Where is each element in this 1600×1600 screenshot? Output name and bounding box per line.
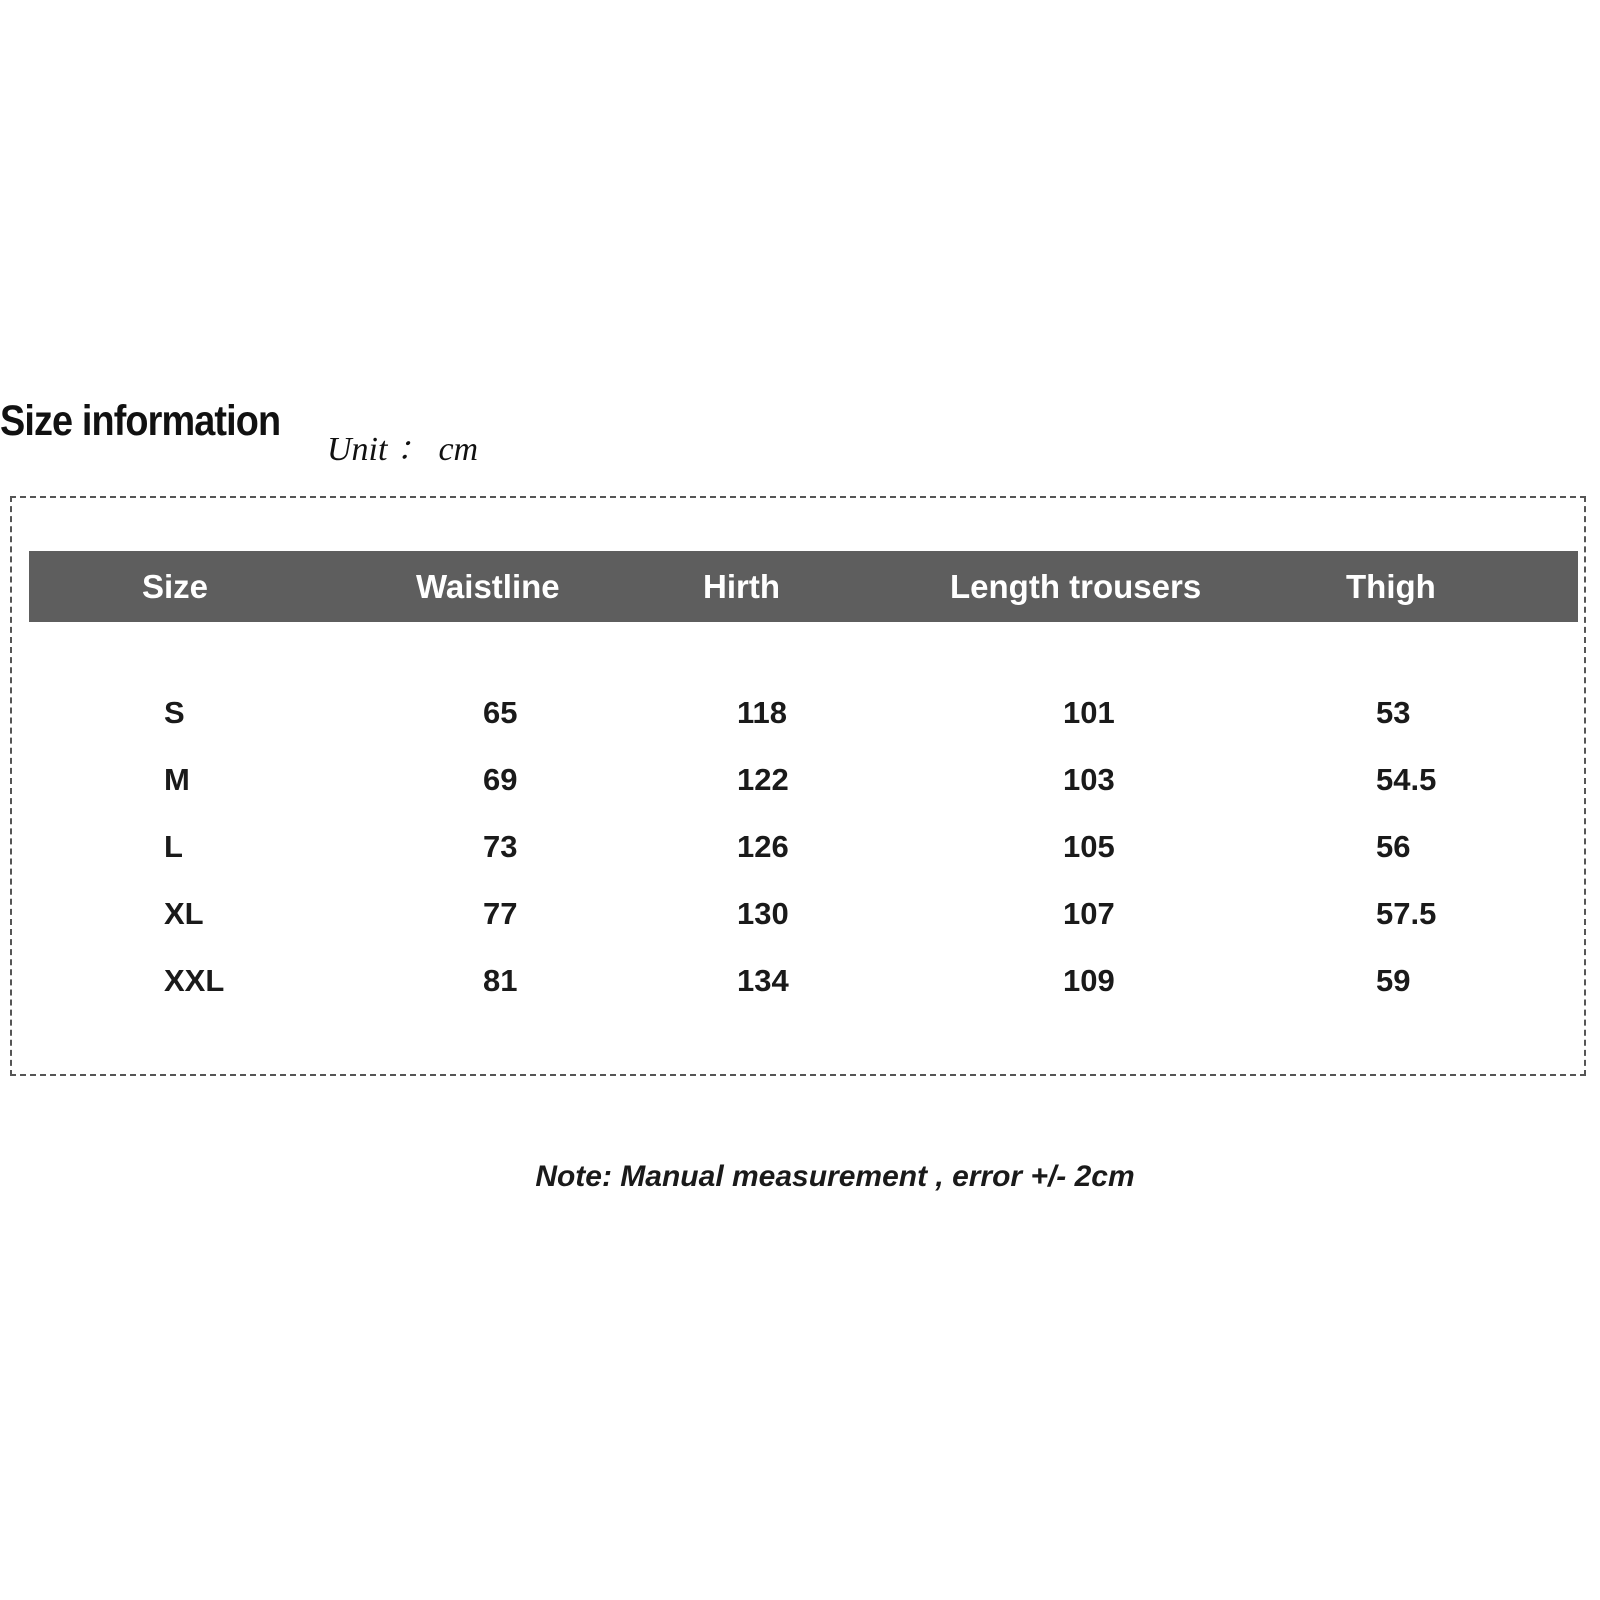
measurement-note: Note: Manual measurement , error +/- 2cm xyxy=(535,1160,1135,1193)
cell-hirth: 122 xyxy=(737,762,789,797)
cell-hirth: 134 xyxy=(737,963,789,998)
cell-thigh: 54.5 xyxy=(1376,762,1437,797)
cell-thigh: 56 xyxy=(1376,829,1411,864)
cell-length-trousers: 101 xyxy=(1063,695,1115,730)
cell-hirth: 130 xyxy=(737,896,789,931)
cell-thigh: 57.5 xyxy=(1376,896,1437,931)
cell-size: M xyxy=(164,762,190,797)
table-row xyxy=(0,755,1600,805)
header-size: Size xyxy=(142,568,209,605)
cell-waistline: 81 xyxy=(483,963,518,998)
table-row xyxy=(0,688,1600,738)
header-hirth: Hirth xyxy=(703,568,780,605)
cell-size: XL xyxy=(164,896,204,931)
cell-waistline: 73 xyxy=(483,829,518,864)
header-thigh: Thigh xyxy=(1346,568,1436,605)
cell-length-trousers: 109 xyxy=(1063,963,1115,998)
cell-thigh: 53 xyxy=(1376,695,1411,730)
header-waistline: Waistline xyxy=(416,568,560,605)
table-row xyxy=(0,822,1600,872)
cell-hirth: 126 xyxy=(737,829,789,864)
table-header xyxy=(29,551,1578,622)
cell-length-trousers: 105 xyxy=(1063,829,1115,864)
cell-size: L xyxy=(164,829,183,864)
cell-length-trousers: 103 xyxy=(1063,762,1115,797)
cell-waistline: 65 xyxy=(483,695,518,730)
cell-hirth: 118 xyxy=(737,695,788,730)
unit-label: Unit ： cm xyxy=(327,431,479,468)
table-row xyxy=(0,956,1600,1006)
cell-size: XXL xyxy=(164,963,225,998)
cell-thigh: 59 xyxy=(1376,963,1411,998)
table-row xyxy=(0,889,1600,939)
header-length-trousers: Length trousers xyxy=(950,568,1202,605)
page-title: Size information xyxy=(0,397,281,445)
cell-length-trousers: 107 xyxy=(1063,896,1115,931)
cell-size: S xyxy=(164,695,185,730)
cell-waistline: 69 xyxy=(483,762,518,797)
cell-waistline: 77 xyxy=(483,896,518,931)
